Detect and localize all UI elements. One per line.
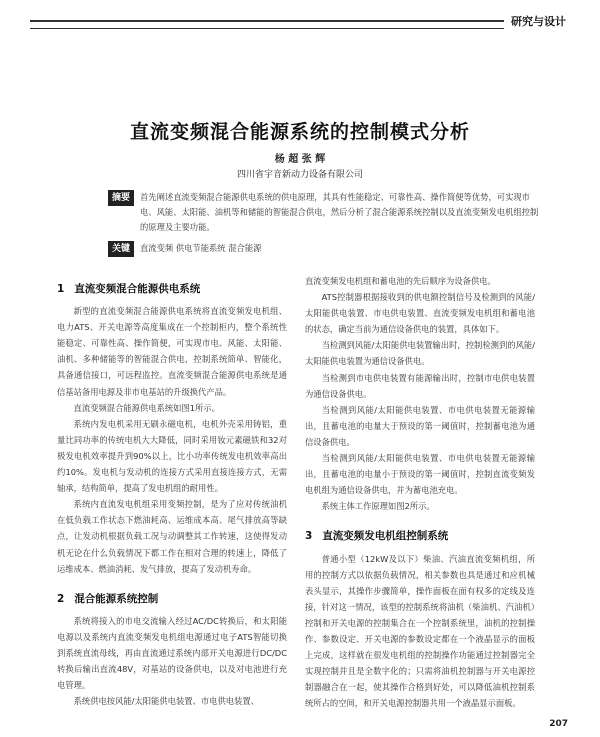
keywords-label: 关键词 [108,241,134,257]
paragraph: 当检测到风能/太阳能供电装置、市电供电装置无能源输出，且蓄电池的电量大于预设的第一阈值时，控制蓄电池为通信设备供电。 [305,404,535,447]
abstract-label: 摘要 [108,190,134,206]
header-rule [30,20,504,29]
section-heading [57,591,287,607]
paragraph: 直流变频发电机组和蓄电池的先后顺序为设备供电。 [305,276,496,286]
paragraph: 当检测到市电供电装置有能源输出时，控制市电供电装置为通信设备供电。 [305,372,535,399]
section-number: 1 [57,283,65,295]
section-heading [305,528,535,544]
keywords-text: 直流变频 供电节能系统 混合能源 [140,243,262,253]
paragraph: 普通小型（12kW及以下）柴油、汽油直流变频机组，所用的控制方式以依据负载情况，相关参数也具是通过和应机械表头显示，其操作步骤简单，操作面板在面有权多的定线及连接，针对这一情况，该型的控制系统将油机（柴油机、汽油机）控制和开关电源的控制集合在一个控制系统里，油机的控制操作、参数设定、开关电源的参数设定都在一个液晶显示的面板上完成，这样就在很发电机组的控制操作功能通过控制器完全实现控制并且是全数字化的；只需将油机控制器与开关电源控制器融合在一起，使其操作合格到好处，可以降低油机控制系统所占的空间，和开关电源控制器共用一个液晶显示面板。 [305,553,535,709]
authors: 杨 超 张 辉 [274,154,326,165]
paragraph: 直流变频混合能源供电系统如图1所示。 [73,402,220,413]
affiliation: 四川省宇音新动力设备有限公司 [236,170,363,180]
article-title: 直流变频混合能源系统的控制模式分析 [129,121,470,143]
paragraph: 系统将接入的市电交流输入经过AC/DC转换后，和太阳能电源以及系统内直流变频发电机组电源通过电子ATS智能切换到系统直流母线，再由直流通过系统内部开关电源进行DC/DC转换后输出直流48V，对基站的设备供电，以及对电池进行充电管理。 [57,615,287,691]
paragraph: 系统主体工作原理如图2所示。 [321,501,435,512]
section-title: 直流变频发电机组控制系统 [322,530,449,543]
paragraph: ATS控制器根据接收到的供电额控制信号及检测到的风能/太阳能供电装置、市电供电装置、直流变频发电机组和蓄电池的状态，确定当前为通信设备供电的装置，具体如下。 [305,292,535,335]
section-number: 2 [57,592,65,605]
paragraph: 系统供电按风能/太阳能供电装置、市电供电装置、 [73,696,259,707]
section-number: 3 [305,530,313,543]
section-heading [57,281,287,297]
page-number: 207 [549,719,568,729]
left-column [57,273,287,709]
right-column [305,273,535,711]
abstract-text: 首先阐述直流变频混合能源供电系统的供电原理，其具有性能稳定、可靠性高、操作简便等优势，可实现市电、风能、太阳能、油机等和储能的智能混合供电，然后分析了混合能源系统控制以及直流变频发电机组控制的原理及主要功能。 [140,192,539,232]
paragraph: 系统内发电机采用无刷永磁电机，电机外壳采用铸铝，重量比同功率的传统电机大大降低，同时采用钕元素磁铁和32对极发电机效率提升到90%以上，比小功率传统发电机效率高出约10%。发电机与发动机的连接方式采用直接连接方式，无需轴承，结构简单，提高了发电机组的耐用性。 [57,418,287,494]
section-title: 混合能源系统控制 [74,592,159,605]
paragraph: 当检测到风能/太阳能供电装置输出时，控制检测到的风能/太阳能供电装置为通信设备供电。 [305,340,535,367]
journal-section-label: 研究与设计 [511,15,566,28]
section-title: 直流变频混合能源供电系统 [74,283,201,295]
paragraph: 当检测到风能/太阳能供电装置、市电供电装置无能源输出，且蓄电池的电量小于预设的第一阈值时，控制直流变频发电机组为通信设备供电，并为蓄电池充电。 [305,453,535,496]
paragraph: 系统内直流发电机组采用变频控制，是为了应对传统油机在低负载工作状态下燃油耗高、运维成本高、尾气排放高等缺点，让发动机根据负载工况与动调整其工作转速，这使得发动机无论在什么负载情况下都工作在相对合理的转速上，降低了运维成本、燃油消耗、发气排放，提高了发动机寿命。 [57,499,287,574]
paragraph: 新型的直流变频混合能源供电系统将直流变频发电机组、电力ATS、开关电源等高度集成在一个控制柜内，整个系统性能稳定、可靠性高、操作简便，可实现市电、风能、太阳能、油机、多种储能等的智能混合供电，控制系统简单、智能化，具备通信接口，可远程监控。直流变频混合能源供电系统是通信基站备用电源及非市电基站的升级换代产品。 [57,306,287,397]
